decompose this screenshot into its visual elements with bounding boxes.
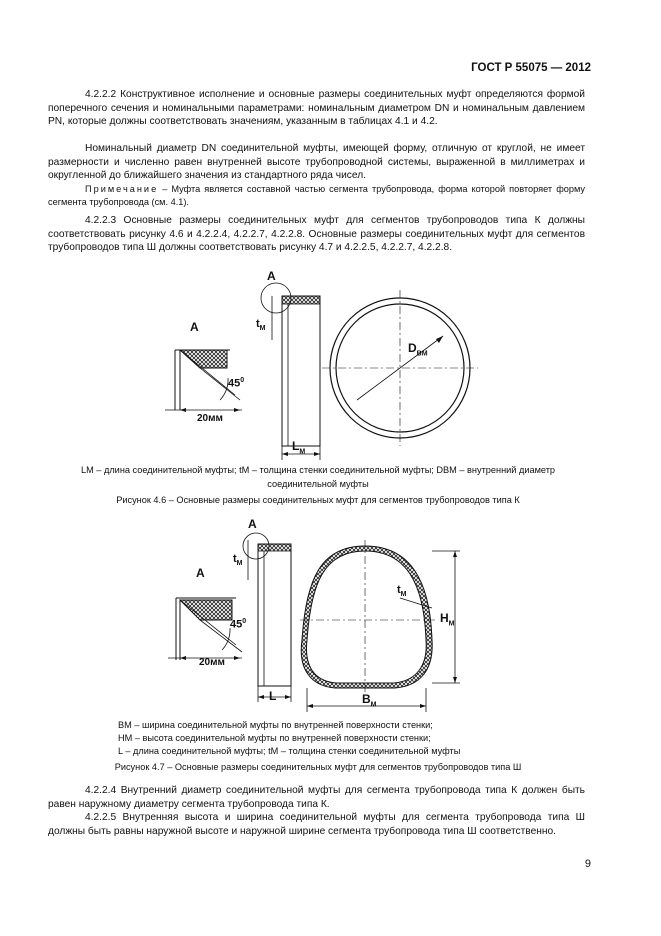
- page-number: 9: [584, 858, 591, 870]
- fig2-t: t: [233, 553, 237, 565]
- paragraph-4-2-2-2: 4.2.2.2 Конструктивное исполнение и основные размеры соединительных муфт определяются формой поперечного сечения и номинальными параметрами: номинальным диаметром DN и номинальным давлением PN, которые должны соответствовать значениям, указанным в таблицах 4.1 и 4.2.: [48, 89, 585, 128]
- fig1-a-detail-label: A: [190, 320, 199, 334]
- fig2-tm-sub: M: [400, 591, 407, 599]
- paragraph-4-2-2-5: 4.2.2.5 Внутренняя высота и ширина соединительной муфты для сегмента трубопровода типа Ш должны быть равны наружной высоте и наружной ширине сегмента трубопровода типа Ш соответственно.: [48, 812, 585, 837]
- note-text: – Муфта является составной частью сегмента трубопровода, форма которой повторяет форму сегмента трубопровода (см. 4.1).: [48, 184, 585, 207]
- fig1-angle: 45: [228, 377, 241, 390]
- fig2-legend-2: HM – высота соединительной муфты по внутренней поверхности стенки;: [118, 733, 431, 743]
- fig2-angle-sup: 0: [242, 618, 247, 625]
- fig2-a-detail-label: A: [196, 566, 205, 580]
- fig2-hm-label: [440, 612, 455, 631]
- note-label: Примечание: [85, 184, 159, 194]
- fig1-t: t: [256, 318, 260, 330]
- fig2-b: B: [362, 692, 371, 706]
- fig2-angle: 45: [230, 618, 243, 631]
- fig2-t-sub: M: [236, 560, 243, 568]
- fig1-d-sub: BM: [416, 350, 428, 358]
- paragraph-4-2-2-4: 4.2.2.4 Внутренний диаметр соединительной муфты для сегмента трубопровода типа К должен быть равен наружному диаметру сегмента трубопровода типа К.: [48, 785, 585, 810]
- fig2-l-label: L: [269, 689, 277, 703]
- fig2-tm-right-label: [397, 584, 407, 602]
- fig2-angle-label: [230, 615, 246, 632]
- fig1-t-sub: M: [259, 325, 266, 333]
- fig1-angle-sup: 0: [240, 377, 245, 384]
- paragraph-4-2-2-3: 4.2.2.3 Основные размеры соединительных муфт для сегментов трубопроводов типа К должны соответствовать рисунку 4.6 и 4.2.2.4, 4.2.2.7, 4.2.2.8. Основные размеры соединительных муфт для сегментов трубопроводов типа Ш должны соответствовать рисунку 4.7 и 4.2.2.5, 4.2.2.7, 4.2.2.8.: [48, 215, 585, 254]
- fig1-l-sub: M: [299, 448, 306, 456]
- fig2-h-sub: M: [448, 620, 455, 628]
- paragraph-dn-definition: Номинальный диаметр DN соединительной муфты, имеющей форму, отличную от круглой, не имеет размерности и численно равен внутренней высоте трубопроводной системы, выраженной в миллиметрах и округленной до ближайшего значения из стандартного ряда чисел.: [48, 143, 585, 182]
- fig1-d: D: [408, 341, 417, 355]
- fig1-legend: LM – длина соединительной муфты; tM – толщина стенки соединительной муфты; DBM – внутренний диаметр соединительной муфты: [80, 465, 556, 489]
- fig2-a-top-label: A: [248, 517, 257, 531]
- fig2-20mm-label: 20мм: [199, 657, 225, 668]
- fig2-h: H: [440, 611, 449, 625]
- fig2-b-sub: M: [370, 701, 377, 709]
- fig2-tm-left-label: [233, 553, 243, 571]
- fig2-caption: Рисунок 4.7 – Основные размеры соединительных муфт для сегментов трубопроводов типа Ш: [114, 762, 522, 772]
- fig1-20mm-label: 20мм: [197, 413, 223, 424]
- standard-header: ГОСТ Р 55075 — 2012: [471, 62, 591, 74]
- fig2-legend-3: L – длина соединительной муфты; tM – толщина стенки соединительной муфты: [118, 746, 461, 756]
- fig2-legend-1: BM – ширина соединительной муфты по внутренней поверхности стенки;: [118, 720, 433, 730]
- side-view-fig2: [243, 533, 291, 702]
- fig1-l: L: [292, 439, 300, 453]
- fig1-a-top-label: A: [267, 269, 276, 283]
- fig1-caption: Рисунок 4.6 – Основные размеры соединительных муфт для сегментов трубопроводов типа К: [116, 495, 520, 505]
- fig2-tm: t: [397, 584, 401, 596]
- triangular-ring-fig2: [300, 540, 460, 712]
- fig2-bm-label: [362, 693, 377, 712]
